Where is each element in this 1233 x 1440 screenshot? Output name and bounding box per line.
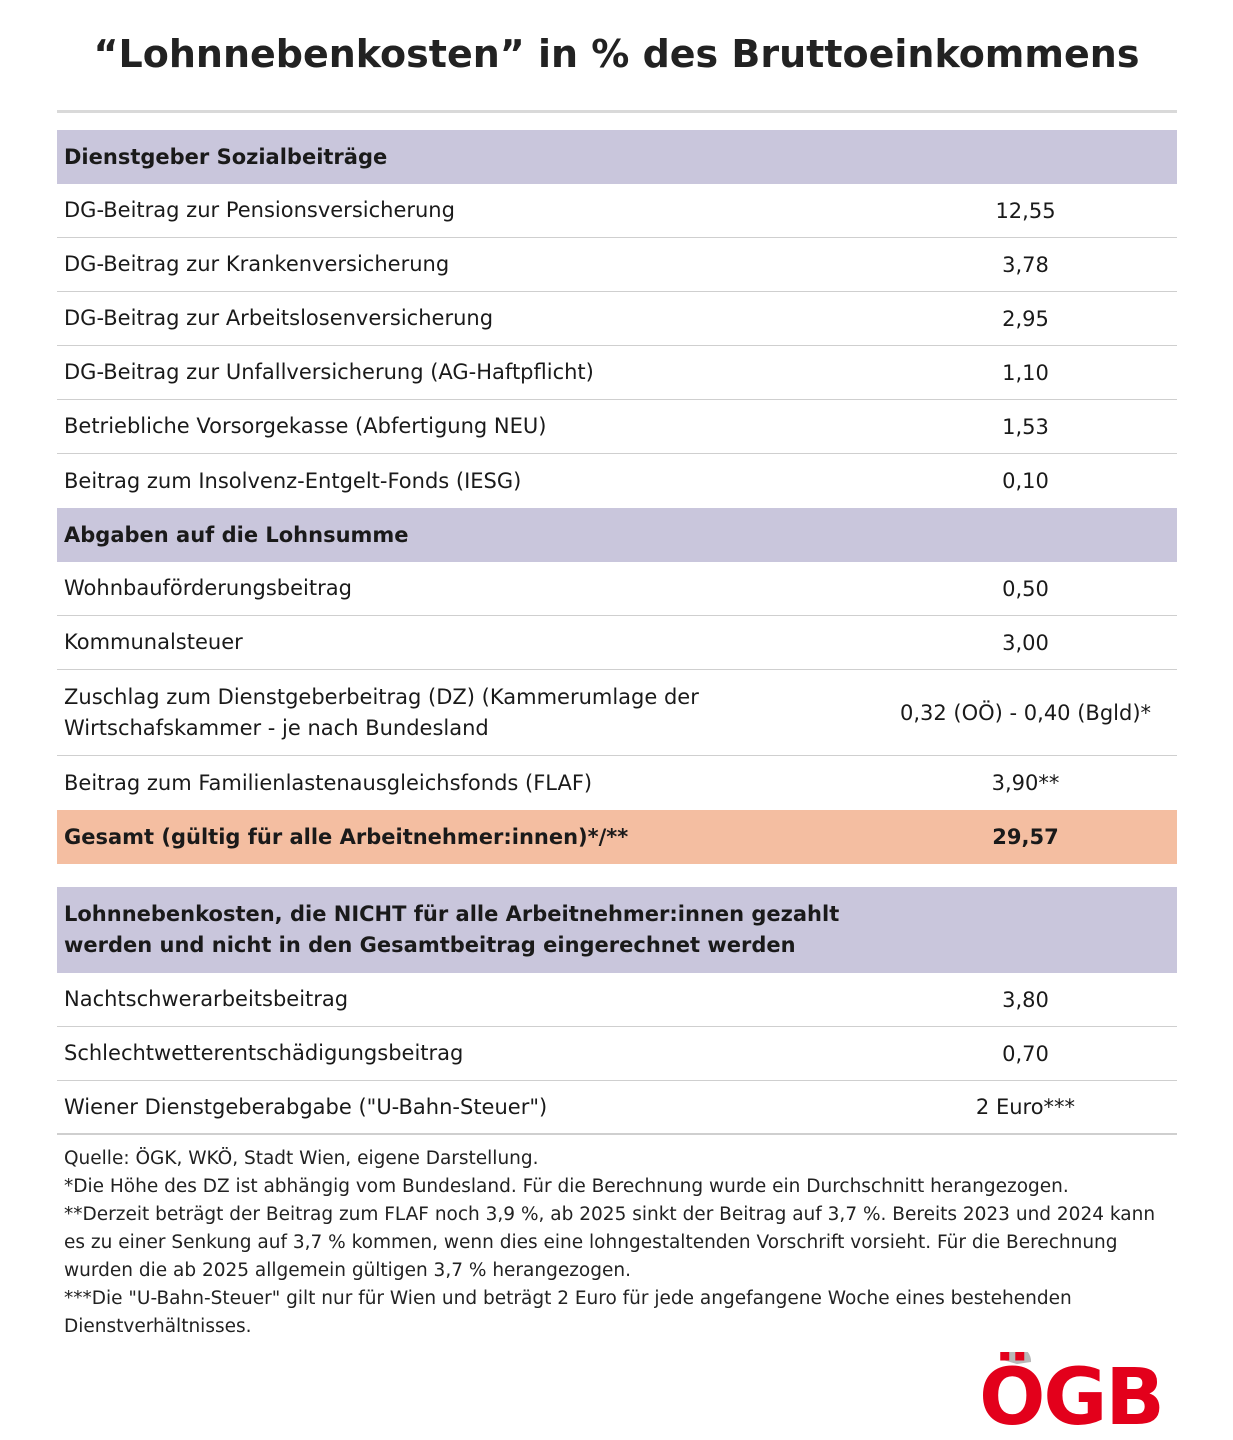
footnote: ***Die "U-Bahn-Steuer" gilt nur für Wien und beträgt 2 Euro für jede angefangene Woche eines bestehenden Dienstverhältnisses. (64, 1288, 1072, 1337)
row-value: 0,50 (1002, 576, 1049, 601)
row-label: DG-Beitrag zur Pensionsversicherung (64, 198, 455, 222)
row-label-line: Wirtschafskammer - je nach Bundesland (64, 715, 489, 740)
row-label (57, 682, 854, 744)
table-row (57, 454, 1177, 508)
total-value: 29,57 (992, 825, 1059, 849)
row-value: 3,90** (991, 771, 1060, 795)
section-header-line: werden und nicht in den Gesamtbeitrag eingerechnet werden (64, 933, 796, 957)
total-row (57, 810, 1177, 864)
section-header-label (57, 899, 1064, 961)
row-value: 3,00 (1002, 630, 1049, 655)
row-label: DG-Beitrag zur Arbeitslosenversicherung (64, 306, 494, 330)
footnote: *Die Höhe des DZ ist abhängig vom Bundesland. Für die Berechnung wurde ein Durchschnitt herangezogen. (64, 1176, 1069, 1197)
table-section-non-general-costs (57, 887, 1177, 1135)
row-value: 1,53 (1002, 414, 1049, 439)
row-value: 3,80 (1002, 987, 1049, 1012)
row-value: 0,32 (OÖ) - 0,40 (Bgld)* (899, 700, 1152, 725)
section-header-label: Abgaben auf die Lohnsumme (64, 522, 409, 547)
table-row (57, 184, 1177, 238)
table-row (57, 973, 1177, 1027)
section-header-label: Dienstgeber Sozialbeiträge (64, 144, 388, 169)
table-row (57, 616, 1177, 670)
row-label: Beitrag zum Familienlastenausgleichsfonds (FLAF) (64, 770, 593, 795)
section-header (57, 508, 1177, 562)
oegb-logo (973, 1352, 1169, 1428)
row-label: Wiener Dienstgeberabgabe ("U-Bahn-Steuer") (64, 1094, 548, 1119)
row-label: Nachtschwerarbeitsbeitrag (64, 987, 349, 1011)
row-value: 12,55 (995, 198, 1056, 223)
table-row (57, 1027, 1177, 1081)
row-label: Schlechtwetterentschädigungsbeitrag (64, 1041, 464, 1065)
title-divider (57, 110, 1177, 113)
row-value: 1,10 (1002, 360, 1049, 385)
table-row (57, 346, 1177, 400)
footnotes (64, 1145, 1174, 1341)
row-label: Wohnbauförderungsbeitrag (64, 576, 352, 600)
row-value: 0,10 (1002, 469, 1049, 493)
table-row (57, 562, 1177, 616)
row-value: 2,95 (1002, 306, 1049, 331)
footnote: **Derzeit beträgt der Beitrag zum FLAF noch 3,9 %, ab 2025 sinkt der Beitrag auf 3,7 %. Bereits 2023 und 2024 kann es zu einer Senkung auf 3,7 % kommen, wenn dies eine lohngestaltenden Vorschrift vorsieht. Für die Berechnung wurden die ab 2025 allgemein gültigen 3,7 % herangezogen. (64, 1204, 1156, 1281)
row-label: Betriebliche Vorsorgekasse (Abfertigung NEU) (64, 414, 547, 438)
logo-text: ÖGB (979, 1353, 1163, 1428)
section-header (57, 130, 1177, 184)
table-row (57, 756, 1177, 810)
source-note: Quelle: ÖGK, WKÖ, Stadt Wien, eigene Darstellung. (64, 1148, 539, 1169)
table-row (57, 400, 1177, 454)
row-label: Kommunalsteuer (64, 630, 243, 654)
table-row (57, 670, 1177, 756)
row-value: 0,70 (1002, 1041, 1049, 1066)
row-label: Beitrag zum Insolvenz-Entgelt-Fonds (IESG) (64, 468, 522, 493)
table-row (57, 292, 1177, 346)
total-label: Gesamt (gültig für alle Arbeitnehmer:innen)*/** (64, 824, 629, 849)
section-header (57, 887, 1177, 973)
table-row (57, 238, 1177, 292)
row-value: 3,78 (1002, 252, 1049, 277)
section-header-line: Lohnnebenkosten, die NICHT für alle Arbeitnehmer:innen gezahlt (64, 902, 840, 926)
row-label-line: Zuschlag zum Dienstgeberbeitrag (DZ) (Kammerumlage der (64, 684, 699, 709)
page-title: “Lohnnebenkosten” in % des Bruttoeinkommens (93, 32, 1140, 76)
row-label: DG-Beitrag zur Unfallversicherung (AG-Haftpflicht) (64, 360, 594, 384)
row-value: 2 Euro*** (975, 1095, 1076, 1119)
row-label: DG-Beitrag zur Krankenversicherung (64, 252, 450, 276)
table-section-social-contributions (57, 130, 1177, 864)
table-row (57, 1081, 1177, 1135)
